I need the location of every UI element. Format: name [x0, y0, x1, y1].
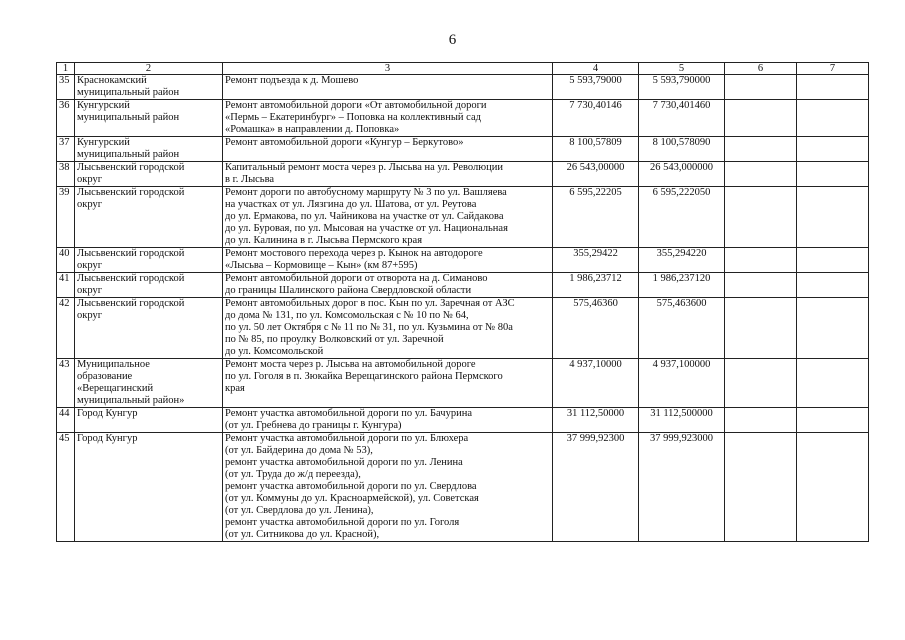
table-row: [57, 298, 869, 359]
value-cell: [797, 408, 869, 433]
table-row: [57, 248, 869, 273]
column-header: 1: [57, 63, 75, 75]
row-number: 38: [57, 162, 75, 187]
work-description-cell: Ремонт автомобильной дороги от отворота на д. Симаново до границы Шалинского района Свердловской области: [223, 273, 553, 298]
column-header: 3: [223, 63, 553, 75]
amount-cell: 5 593,790000: [639, 75, 725, 100]
amount-cell: 5 593,79000: [553, 75, 639, 100]
data-table: [56, 62, 869, 542]
amount-cell: 6 595,22205: [553, 187, 639, 248]
value-cell: [725, 100, 797, 137]
value-cell: [725, 359, 797, 408]
row-number: 36: [57, 100, 75, 137]
amount-cell: 575,463600: [639, 298, 725, 359]
value-cell: [797, 75, 869, 100]
value-cell: [725, 248, 797, 273]
row-number: 35: [57, 75, 75, 100]
column-header: 7: [797, 63, 869, 75]
amount-cell: 575,46360: [553, 298, 639, 359]
value-cell: [725, 137, 797, 162]
row-number: 41: [57, 273, 75, 298]
table-row: [57, 408, 869, 433]
value-cell: [725, 408, 797, 433]
page-number: 6: [448, 32, 457, 48]
row-number: 40: [57, 248, 75, 273]
municipality-cell: Лысьвенский городской округ: [75, 273, 223, 298]
column-header: 6: [725, 63, 797, 75]
value-cell: [797, 359, 869, 408]
municipality-cell: Лысьвенский городской округ: [75, 187, 223, 248]
amount-cell: 26 543,00000: [553, 162, 639, 187]
value-cell: [725, 75, 797, 100]
value-cell: [797, 100, 869, 137]
value-cell: [797, 273, 869, 298]
work-description-cell: Ремонт мостового перехода через р. Кынок на автодороге «Лысьва – Кормовище – Кын» (км 87+595): [223, 248, 553, 273]
amount-cell: 355,294220: [639, 248, 725, 273]
work-description-cell: Ремонт автомобильной дороги «От автомобильной дороги «Пермь – Екатеринбург» – Поповка на коллективный сад «Ромашка» в направлении д. Поповка»: [223, 100, 553, 137]
table-row: [57, 273, 869, 298]
value-cell: [725, 298, 797, 359]
row-number: 45: [57, 433, 75, 542]
table-row: [57, 359, 869, 408]
value-cell: [725, 273, 797, 298]
table-row: [57, 187, 869, 248]
row-number: 44: [57, 408, 75, 433]
amount-cell: 4 937,100000: [639, 359, 725, 408]
amount-cell: 37 999,92300: [553, 433, 639, 542]
work-description-cell: Ремонт автомобильных дорог в пос. Кын по ул. Заречная от АЗС до дома № 131, по ул. Комсомольская с № 10 по № 64, по ул. 50 лет Октября с № 11 по № 31, по ул. Кузьмина от № 80а по № 85, по проулку Волковский от ул. Заречной до ул. Комсомольской: [223, 298, 553, 359]
amount-cell: 26 543,000000: [639, 162, 725, 187]
column-header: 4: [553, 63, 639, 75]
municipality-cell: Лысьвенский городской округ: [75, 248, 223, 273]
row-number: 42: [57, 298, 75, 359]
amount-cell: 8 100,57809: [553, 137, 639, 162]
amount-cell: 4 937,10000: [553, 359, 639, 408]
amount-cell: 31 112,500000: [639, 408, 725, 433]
amount-cell: 6 595,222050: [639, 187, 725, 248]
table-row: [57, 137, 869, 162]
work-description-cell: Ремонт участка автомобильной дороги по ул. Бачурина (от ул. Гребнева до границы г. Кунгура): [223, 408, 553, 433]
work-description-cell: Ремонт подъезда к д. Мошево: [223, 75, 553, 100]
row-number: 37: [57, 137, 75, 162]
table-row: [57, 433, 869, 542]
amount-cell: 7 730,40146: [553, 100, 639, 137]
amount-cell: 8 100,578090: [639, 137, 725, 162]
value-cell: [725, 162, 797, 187]
amount-cell: 37 999,923000: [639, 433, 725, 542]
municipality-cell: Кунгурский муниципальный район: [75, 137, 223, 162]
table-row: [57, 75, 869, 100]
amount-cell: 1 986,237120: [639, 273, 725, 298]
municipality-cell: Муниципальное образование «Верещагинский муниципальный район»: [75, 359, 223, 408]
amount-cell: 7 730,401460: [639, 100, 725, 137]
value-cell: [797, 248, 869, 273]
work-description-cell: Ремонт моста через р. Лысьва на автомобильной дороге по ул. Гоголя в п. Зюкайка Верещагинского района Пермского края: [223, 359, 553, 408]
work-description-cell: Ремонт дороги по автобусному маршруту № 3 по ул. Вашляева на участках от ул. Лязгина до ул. Шатова, от ул. Реутова до ул. Ермакова, по ул. Чайникова на участке от ул. Сайдакова до ул. Буровая, по ул. Мысовая на участке от ул. Национальная до ул. Калинина в г. Лысьва Пермского края: [223, 187, 553, 248]
value-cell: [797, 187, 869, 248]
municipality-cell: Город Кунгур: [75, 408, 223, 433]
value-cell: [797, 162, 869, 187]
amount-cell: 1 986,23712: [553, 273, 639, 298]
row-number: 43: [57, 359, 75, 408]
value-cell: [797, 433, 869, 542]
row-number: 39: [57, 187, 75, 248]
column-header: 2: [75, 63, 223, 75]
value-cell: [797, 137, 869, 162]
municipality-cell: Лысьвенский городской округ: [75, 298, 223, 359]
table-row: [57, 162, 869, 187]
municipality-cell: Кунгурский муниципальный район: [75, 100, 223, 137]
value-cell: [725, 433, 797, 542]
work-description-cell: Ремонт автомобильной дороги «Кунгур – Беркутово»: [223, 137, 553, 162]
header-row: [57, 63, 869, 75]
value-cell: [725, 187, 797, 248]
table-row: [57, 100, 869, 137]
column-header: 5: [639, 63, 725, 75]
amount-cell: 31 112,50000: [553, 408, 639, 433]
municipality-cell: Краснокамский муниципальный район: [75, 75, 223, 100]
municipality-cell: Лысьвенский городской округ: [75, 162, 223, 187]
work-description-cell: Ремонт участка автомобильной дороги по ул. Блюхера (от ул. Байдерина до дома № 53), ремонт участка автомобильной дороги по ул. Ленина (от ул. Труда до ж/д переезда), ремонт участка автомобильной дороги по ул. Свердлова (от ул. Коммуны до ул. Красноармейской), ул. Советская (от ул. Свердлова до ул. Ленина), ремонт участка автомобильной дороги по ул. Гоголя (от ул. Ситникова до ул. Красной),: [223, 433, 553, 542]
amount-cell: 355,29422: [553, 248, 639, 273]
work-description-cell: Капитальный ремонт моста через р. Лысьва на ул. Революции в г. Лысьва: [223, 162, 553, 187]
municipality-cell: Город Кунгур: [75, 433, 223, 542]
value-cell: [797, 298, 869, 359]
